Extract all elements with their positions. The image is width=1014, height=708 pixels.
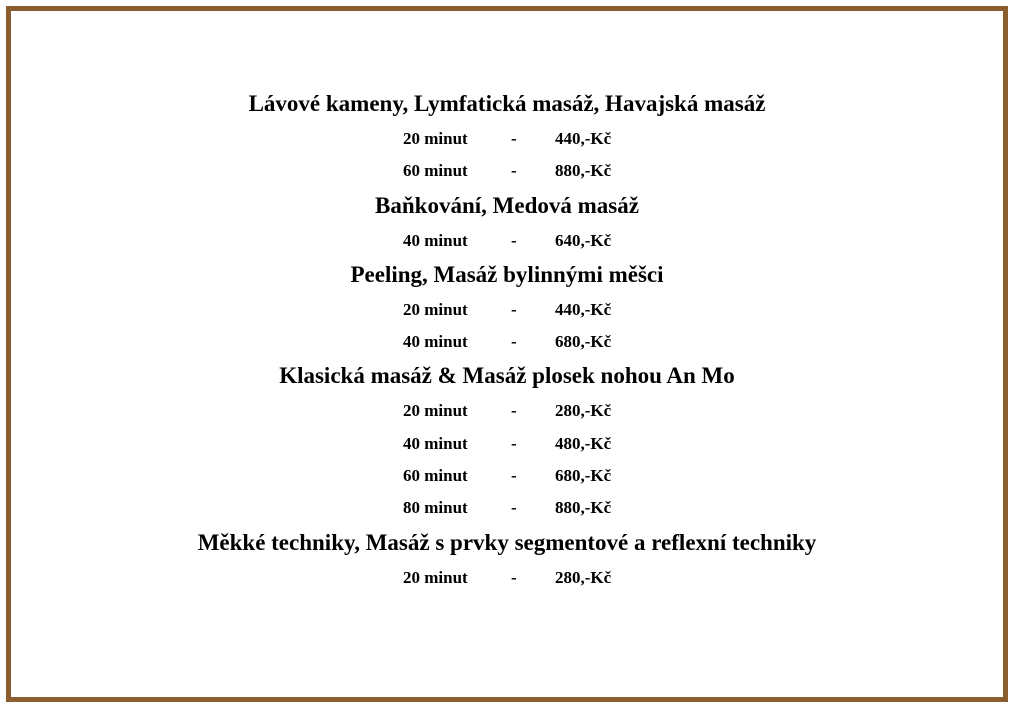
price-section <box>11 86 1003 188</box>
price-list <box>11 86 1003 594</box>
duration: 40 minut <box>403 433 468 453</box>
price-row <box>11 326 1003 358</box>
separator: - <box>511 498 517 518</box>
price-section <box>11 257 1003 359</box>
section-title: Baňkování, Medová masáž <box>375 192 639 218</box>
section-title: Měkké techniky, Masáž s prvky segmentové a reflexní techniky <box>197 529 817 555</box>
price-row <box>11 155 1003 187</box>
price-section <box>11 188 1003 257</box>
price: 440,-Kč <box>555 299 612 319</box>
separator: - <box>511 433 517 453</box>
price-list-frame <box>6 6 1008 702</box>
duration: 20 minut <box>403 401 468 421</box>
duration: 40 minut <box>403 332 468 352</box>
price-section <box>11 525 1003 594</box>
price: 480,-Kč <box>555 433 612 453</box>
duration: 20 minut <box>403 299 468 319</box>
price: 680,-Kč <box>555 332 612 352</box>
price-row <box>11 562 1003 594</box>
price-row <box>11 294 1003 326</box>
price: 280,-Kč <box>555 567 612 587</box>
duration: 80 minut <box>403 498 468 518</box>
section-title: Klasická masáž & Masáž plosek nohou An Mo <box>279 363 735 389</box>
duration: 40 minut <box>403 230 468 250</box>
separator: - <box>511 129 517 148</box>
duration: 60 minut <box>403 466 468 486</box>
price-row <box>11 428 1003 460</box>
price: 880,-Kč <box>555 161 612 181</box>
separator: - <box>511 332 517 352</box>
price: 280,-Kč <box>555 401 612 421</box>
price-row <box>11 492 1003 524</box>
separator: - <box>511 401 517 421</box>
price-row <box>11 395 1003 427</box>
separator: - <box>511 466 517 486</box>
duration: 20 minut <box>403 567 468 587</box>
separator: - <box>511 161 517 181</box>
price-row <box>11 123 1003 155</box>
separator: - <box>511 299 517 319</box>
price-section <box>11 358 1003 524</box>
duration: 20 minut <box>403 129 468 148</box>
price-row <box>11 225 1003 257</box>
price: 440,-Kč <box>555 129 612 148</box>
separator: - <box>511 230 517 250</box>
price-row <box>11 460 1003 492</box>
price: 680,-Kč <box>555 466 612 486</box>
section-title: Peeling, Masáž bylinnými měšci <box>350 261 664 287</box>
separator: - <box>511 567 517 587</box>
price: 640,-Kč <box>555 230 612 250</box>
price: 880,-Kč <box>555 498 612 518</box>
duration: 60 minut <box>403 161 468 181</box>
section-title: Lávové kameny, Lymfatická masáž, Havajská masáž <box>248 91 766 116</box>
